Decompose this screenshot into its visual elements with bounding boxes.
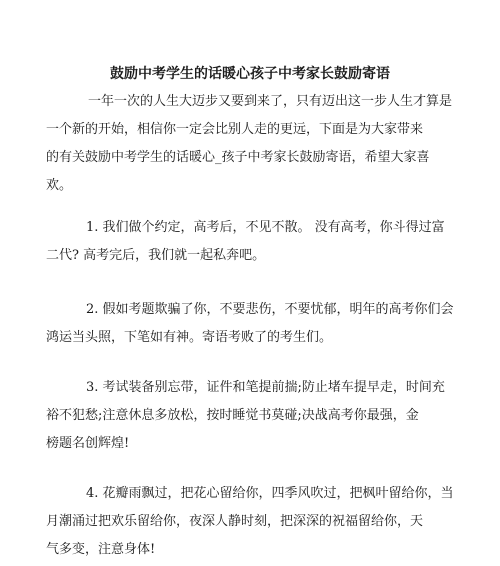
text-line: 1. 我们做个约定，高考后，不见不散。 没有高考，你斗得过富 (86, 220, 445, 235)
text-line: 月潮涌过把欢乐留给你，夜深人静时刻，把深深的祝福留给你，天 (46, 514, 424, 529)
text-line: 2. 假如考题欺骗了你，不要悲伤，不要忧郁，明年的高考你们会 (86, 302, 454, 317)
text-line: 鸿运当头照，下笔如有神。寄语考败了的考生们。 (46, 330, 333, 345)
text-line: 二代? 高考完后，我们就一起私奔吧。 (46, 248, 266, 263)
list-item (46, 374, 456, 458)
text-line: 裕不犯愁;注意休息多放松，按时睡觉书莫碰;决战高考你最强，金 (46, 408, 419, 423)
text-line: 榜题名创辉煌! (46, 436, 130, 451)
intro-paragraph (46, 88, 453, 200)
text-line: 气多变，注意身体! (46, 542, 156, 557)
text-line: 3. 考试装备别忘带，证件和笔提前揣;防止堵车提早走，时间充 (86, 380, 445, 395)
text-line: 4. 花瓣雨飘过，把花心留给你，四季风吹过，把枫叶留给你，当 (86, 486, 454, 501)
list-item (46, 296, 456, 352)
list-item (46, 480, 456, 564)
text-line: 一年一次的人生大迈步又要到来了，只有迈出这一步人生才算是 (88, 94, 453, 109)
text-line: 一个新的开始，相信你一定会比别人走的更远，下面是为大家带来 (46, 122, 424, 137)
text-line: 欢。 (46, 178, 73, 193)
text-line: 的有关鼓励中考学生的话暖心_孩子中考家长鼓励寄语，希望大家喜 (46, 150, 430, 165)
list-item (46, 214, 456, 270)
document-title: 鼓励中考学生的话暖心孩子中考家长鼓励寄语 (110, 66, 390, 82)
